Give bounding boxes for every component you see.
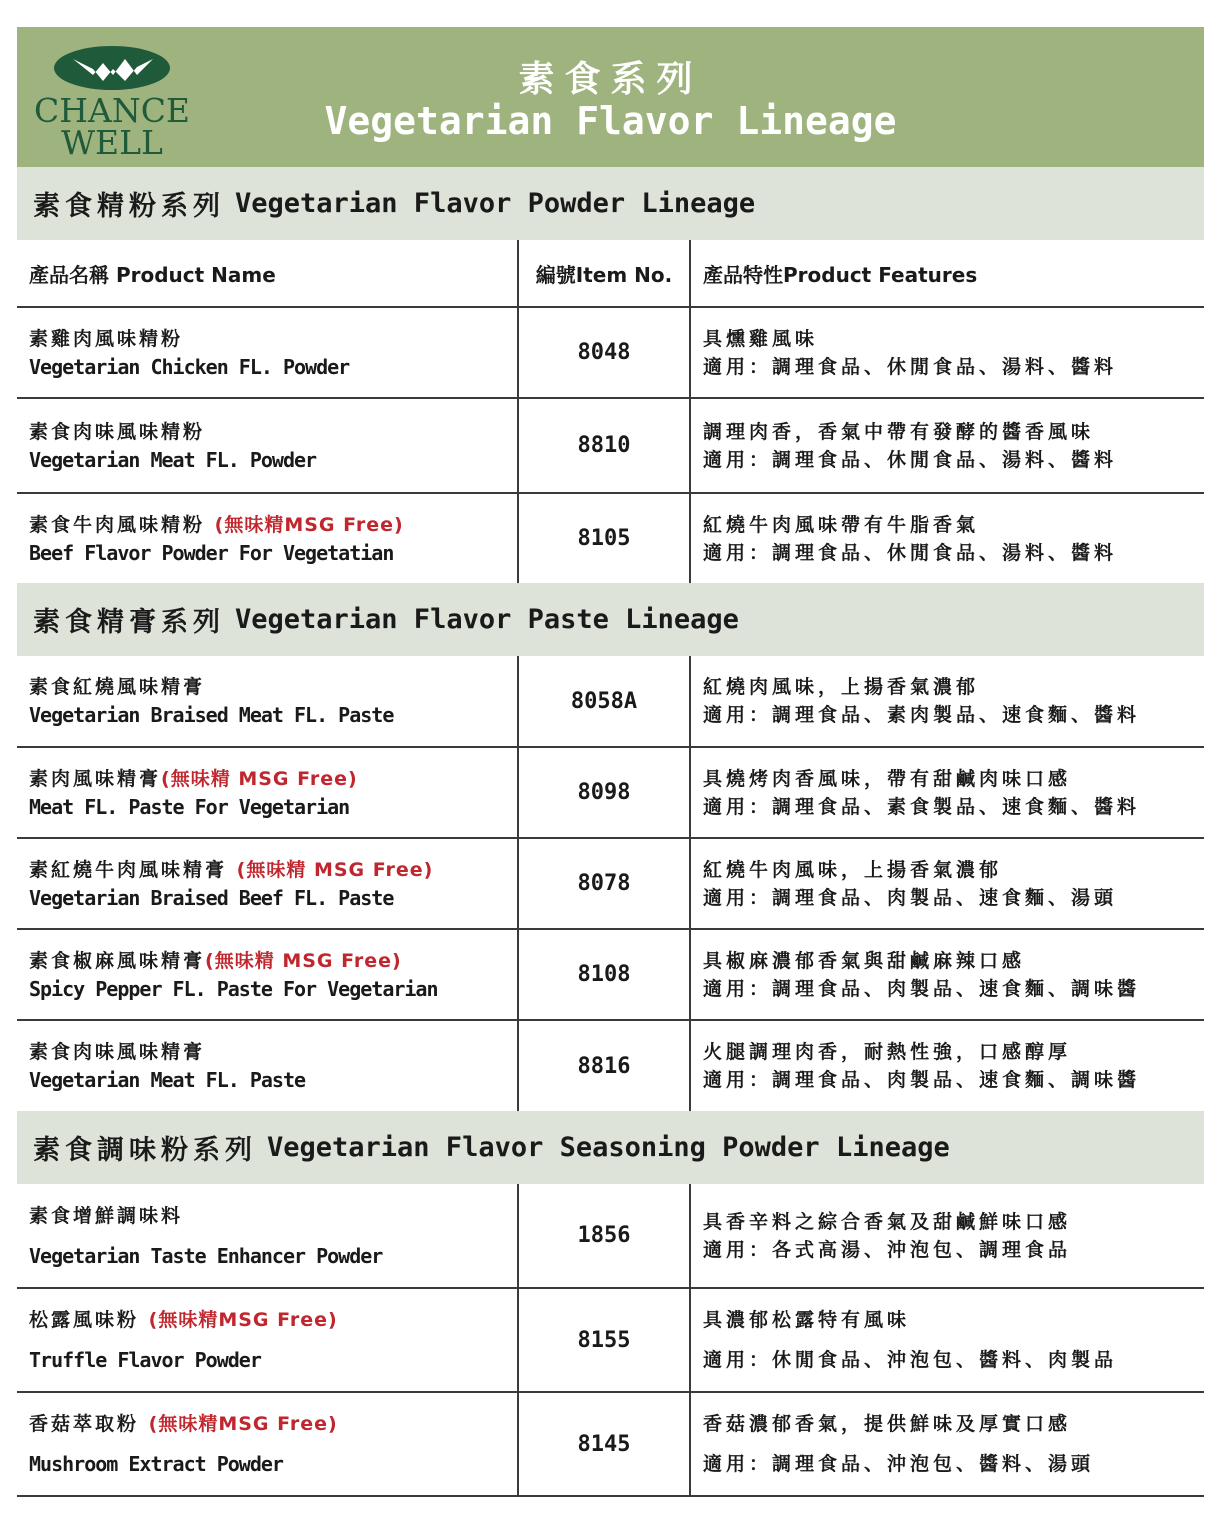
feature-line-2: 適用：各式高湯、沖泡包、調理食品 [703,1238,1072,1261]
section-header-powder [17,167,1204,240]
features-cell [690,929,1204,1020]
column-header-features: 產品特性Product Features [690,240,1204,307]
product-name-cn: 素肉風味精膏 [29,767,162,790]
product-name-cn: 香菇萃取粉 [29,1413,140,1435]
product-table-paste [17,656,1204,1111]
feature-line-2: 適用：調理食品、休閒食品、湯料、醬料 [703,541,1118,564]
feature-line-1: 具椒麻濃郁香氣與甜鹹麻辣口感 [703,949,1026,972]
product-name-en: Truffle Flavor Powder [29,1348,261,1372]
table-row [17,398,1204,493]
logo-text-line2: WELL [61,123,163,162]
table-row [17,1288,1204,1392]
product-name-cell [17,1288,518,1392]
product-name-cn: 素食牛肉風味精粉 [29,513,206,536]
section-title-en: Vegetarian Flavor Seasoning Powder Lineage [267,1132,950,1163]
msg-free-label: (無味精MSG Free) [148,1413,338,1435]
product-name-cn: 素雞肉風味精粉 [29,327,184,350]
features-cell [690,398,1204,493]
features-cell [690,1288,1204,1392]
product-name-cn: 素食椒麻風味精膏 [29,949,206,972]
feature-line-2: 適用：調理食品、肉製品、速食麵、調味醬 [703,1069,1141,1091]
table-row [17,307,1204,398]
item-number: 8816 [518,1020,690,1111]
feature-line-1: 具濃郁松露特有風味 [703,1309,911,1331]
product-name-cell [17,838,518,929]
table-row [17,747,1204,838]
product-name-cn: 素食肉味風味精膏 [29,1041,206,1063]
item-number: 1856 [518,1184,690,1288]
msg-free-label: (無味精 MSG Free) [236,858,434,881]
product-name-en: Vegetarian Braised Beef FL. Paste [29,885,394,910]
feature-line-2: 適用：調理食品、休閒食品、湯料、醬料 [703,448,1118,471]
table-row [17,1020,1204,1111]
page-title-chinese: 素食系列 [518,59,703,100]
feature-line-2: 適用：調理食品、肉製品、速食麵、調味醬 [703,977,1141,1000]
product-name-cn: 素食紅燒風味精膏 [29,676,206,698]
item-number: 8078 [518,838,690,929]
feature-line-2: 適用：調理食品、素食製品、速食麵、醬料 [703,795,1141,818]
item-number: 8145 [518,1392,690,1496]
page-title-english: Vegetarian Flavor Lineage [324,99,897,143]
column-header-item-no: 編號Item No. [518,240,690,307]
product-name-cn: 素食肉味風味精粉 [29,420,206,443]
section-title-cn: 素食精粉系列 [33,191,225,222]
section-header-seasoning [17,1111,1204,1184]
product-name-en: Spicy Pepper FL. Paste For Vegetarian [29,976,438,1001]
product-name-en: Vegetarian Chicken FL. Powder [29,354,350,379]
msg-free-label: (無味精 MSG Free) [161,767,358,790]
product-table-powder [17,240,1204,583]
item-number: 8105 [518,493,690,583]
feature-line-2: 適用：調理食品、肉製品、速食麵、湯頭 [703,886,1118,909]
features-cell [690,307,1204,398]
section-title-en: Vegetarian Flavor Paste Lineage [235,604,739,635]
product-name-cn: 素紅燒牛肉風味精膏 [29,858,228,881]
product-name-en: Vegetarian Braised Meat FL. Paste [29,703,394,727]
header-banner [17,27,1204,167]
product-name-cn: 素食增鮮調味料 [29,1204,184,1227]
item-number: 8048 [518,307,690,398]
section-title-cn: 素食精膏系列 [33,607,225,638]
msg-free-label: (無味精MSG Free) [148,1309,338,1331]
product-name-cell [17,307,518,398]
column-header-product-name: 產品名稱 Product Name [17,240,518,307]
section-title-cn: 素食調味粉系列 [33,1135,257,1166]
logo-text-line1: CHANCE [33,91,191,130]
table-row [17,1184,1204,1288]
msg-free-label: (無味精MSG Free) [214,513,404,536]
feature-line-1: 紅燒肉風味，上揚香氣濃郁 [703,676,980,698]
product-name-en: Vegetarian Taste Enhancer Powder [29,1243,383,1268]
feature-line-1: 具燻雞風味 [703,327,819,350]
table-row [17,1392,1204,1496]
feature-line-1: 紅燒牛肉風味帶有牛脂香氣 [703,513,980,536]
feature-line-1: 具燒烤肉香風味，帶有甜鹹肉味口感 [703,767,1072,790]
feature-line-2: 適用：調理食品、休閒食品、湯料、醬料 [703,355,1118,378]
table-row [17,493,1204,583]
product-name-en: Meat FL. Paste For Vegetarian [29,794,350,819]
product-table-seasoning [17,1184,1204,1497]
product-name-cell [17,929,518,1020]
product-name-cn: 松露風味粉 [29,1309,140,1331]
product-name-en: Mushroom Extract Powder [29,1452,283,1476]
product-name-cell [17,747,518,838]
features-cell [690,1184,1204,1288]
feature-line-1: 具香辛料之綜合香氣及甜鹹鮮味口感 [703,1210,1072,1233]
table-row [17,929,1204,1020]
product-sheet [17,27,1204,1497]
feature-line-1: 香菇濃郁香氣，提供鮮味及厚實口感 [703,1413,1072,1435]
feature-line-2: 適用：調理食品、素肉製品、速食麵、醬料 [703,704,1141,726]
feature-line-2: 適用：調理食品、沖泡包、醬料、湯頭 [703,1453,1095,1475]
table-row [17,838,1204,929]
item-number: 8098 [518,747,690,838]
features-cell [690,1020,1204,1111]
features-cell [690,656,1204,747]
section-title-en: Vegetarian Flavor Powder Lineage [235,188,756,219]
item-number: 8810 [518,398,690,493]
product-name-cell [17,1020,518,1111]
feature-line-2: 適用：休閒食品、沖泡包、醬料、肉製品 [703,1349,1118,1371]
features-cell [690,1392,1204,1496]
feature-line-1: 調理肉香，香氣中帶有發酵的醬香風味 [703,420,1095,443]
product-name-en: Vegetarian Meat FL. Powder [29,447,317,472]
table-row [17,656,1204,747]
item-number: 8058A [518,656,690,747]
features-cell [690,838,1204,929]
product-name-cell [17,1392,518,1496]
product-name-cell [17,1184,518,1288]
msg-free-label: (無味精 MSG Free) [205,949,402,972]
product-name-en: Vegetarian Meat FL. Paste [29,1068,306,1092]
features-cell [690,747,1204,838]
feature-line-1: 紅燒牛肉風味，上揚香氣濃郁 [703,858,1003,881]
product-name-cell [17,656,518,747]
features-cell [690,493,1204,583]
section-header-paste [17,583,1204,656]
product-name-cell [17,493,518,583]
product-name-en: Beef Flavor Powder For Vegetatian [29,540,394,565]
feature-line-1: 火腿調理肉香，耐熱性強，口感醇厚 [703,1041,1072,1063]
table-header-row [17,240,1204,307]
product-name-cell [17,398,518,493]
item-number: 8108 [518,929,690,1020]
item-number: 8155 [518,1288,690,1392]
